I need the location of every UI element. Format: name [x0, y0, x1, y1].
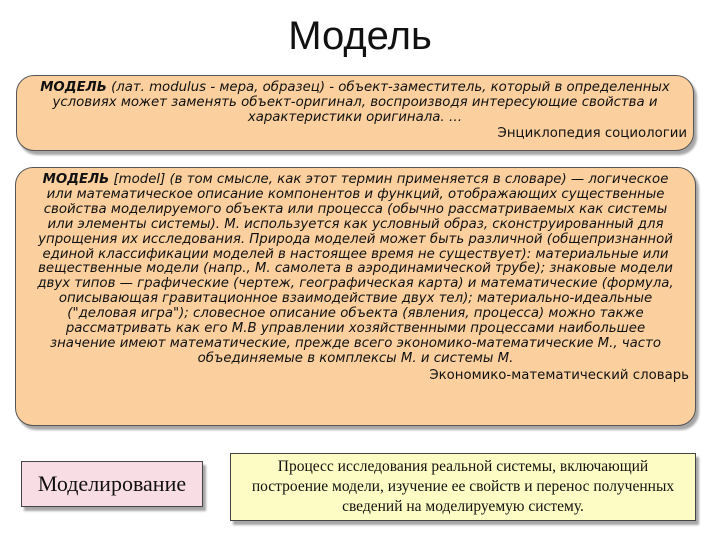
- definition-term: МОДЕЛЬ: [40, 80, 107, 95]
- definition-box-encyclopedia: [16, 75, 694, 151]
- definition-text: [model] (в том смысле, как этот термин применяется в словаре) — логическое или математическое описание компонентов и функций, отображающих существенные свойства моделируемого объекта или процесса (обычно рассматриваемых как системы или элементы системы). М. используется как условный образ, сконструированный для упрощения их исследования. Природа моделей может быть различной (общепризнанной единой классификации моделей в настоящее время не существует): материальные или вещественные модели (напр., М. самолета в аэродинамической трубе); знаковые модели двух типов — графические (чертеж, географическая карта) и математические (формула, описывающая гравитационное взаимодействие двух тел); материально-идеальные ("деловая игра"); словесное описание объекта (явления, процесса) можно также рассматривать как его М.В управлении хозяйственными процессами наибольшее значение имеют математические, прежде всего экономико-математические М., часто объединяемые в комплексы М. и системы М.: [37, 172, 674, 366]
- definition-source: Экономико-математический словарь: [429, 367, 689, 383]
- definition-term: МОДЕЛЬ: [42, 172, 110, 187]
- modeling-label-box: Моделирование: [21, 461, 203, 507]
- definition-text: (лат. modulus - мера, образец) - объект-заместитель, который в определенных условиях может заменять объект-оригинал, воспроизводя интересующие свойства и характеристики оригинала. …: [52, 80, 670, 125]
- modeling-definition-text: Процесс исследования реальной системы, включающий построение модели, изучение ее свойств и перенос полученных сведений на моделируемую систему.: [251, 458, 675, 515]
- slide-title: Модель: [288, 14, 432, 58]
- definition-source: Энциклопедия социологии: [497, 125, 687, 141]
- definition-box-economic-dictionary: [15, 167, 696, 426]
- modeling-definition-box: [230, 453, 696, 521]
- definition-paragraph: [31, 81, 679, 126]
- definition-paragraph: [34, 173, 677, 367]
